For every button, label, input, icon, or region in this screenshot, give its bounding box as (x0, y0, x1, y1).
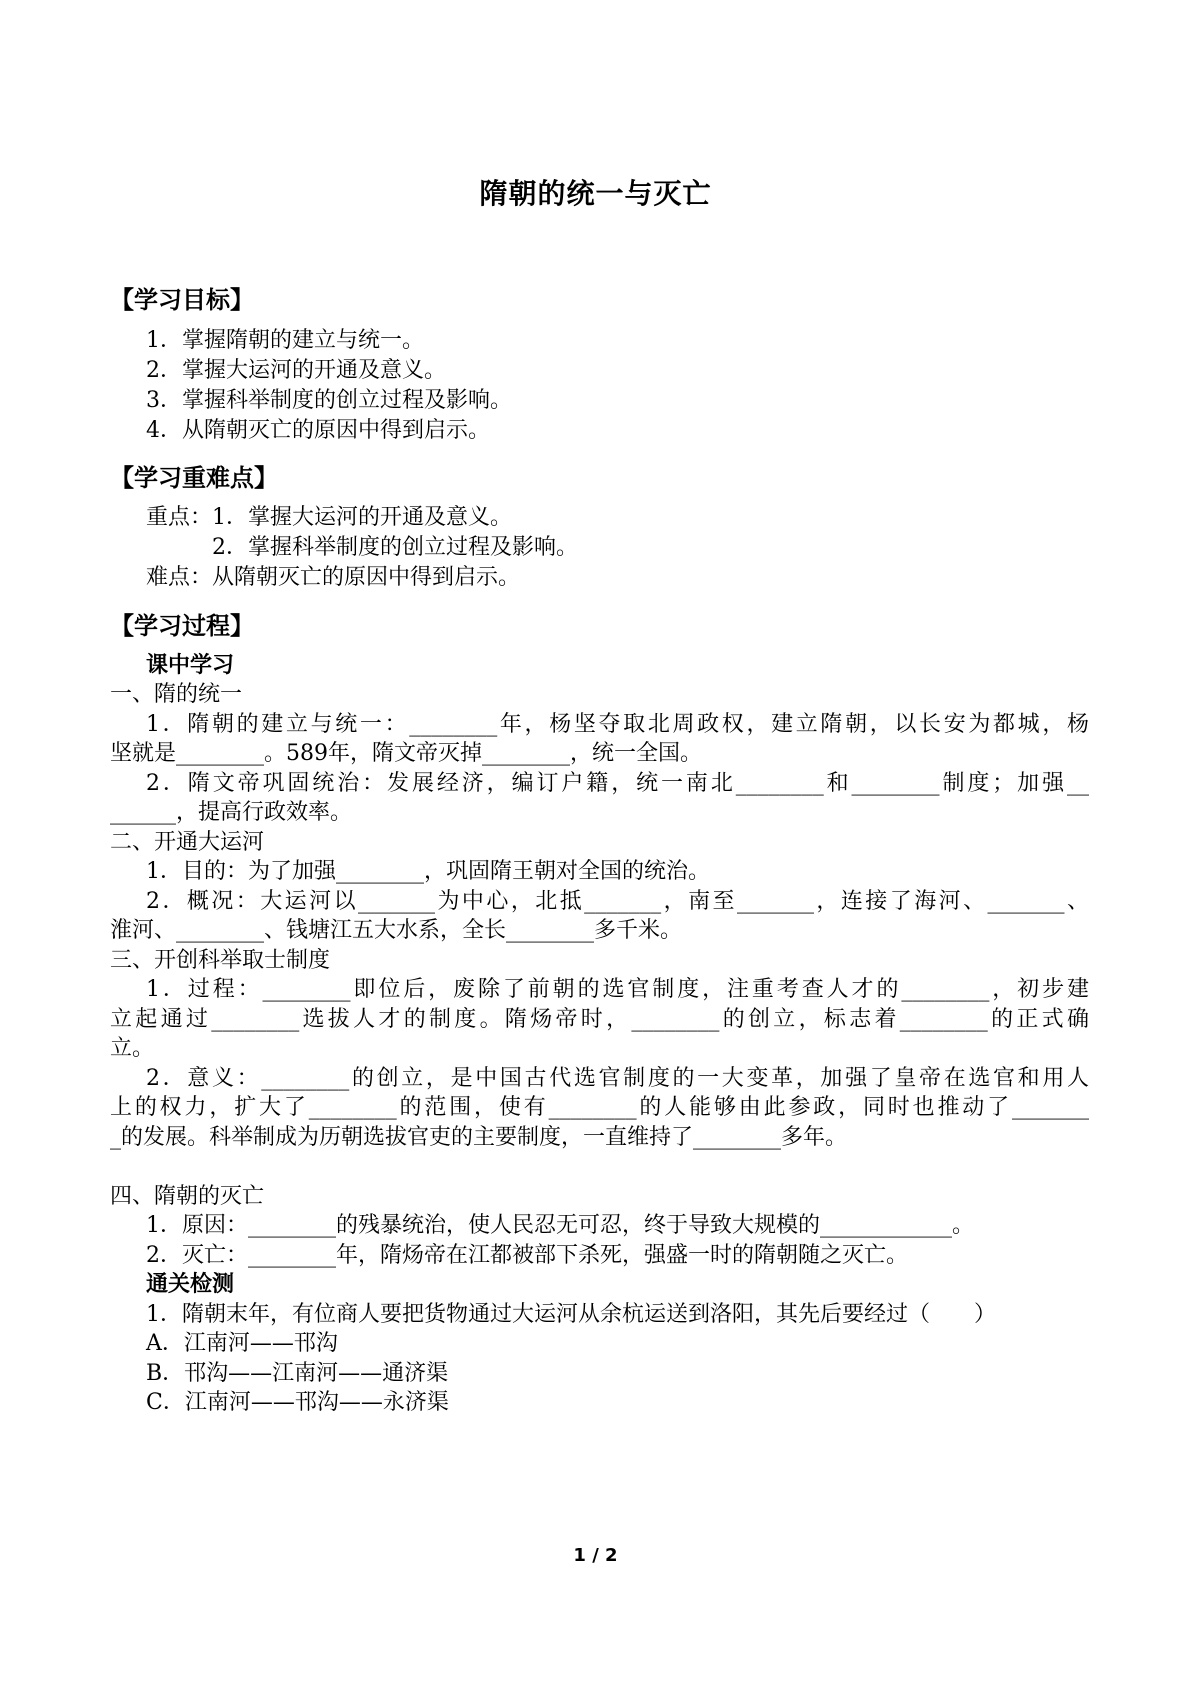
paragraph-line: 1．隋朝的建立与统一：________年，杨坚夺取北周政权，建立隋朝，以长安为都城，杨 (146, 712, 1089, 737)
page-number: 1 / 2 (573, 1545, 618, 1566)
part-heading: 二、开通大运河 (110, 830, 265, 855)
part-heading: 三、开创科举取士制度 (110, 948, 331, 973)
paragraph-line: 上的权力，扩大了________的范围，使有________的人能够由此参政，同时也推动了_______ (110, 1095, 1089, 1120)
question-text: 1．隋朝末年，有位商人要把货物通过大运河从余杭运送到洛阳，其先后要经过（ ） (146, 1302, 996, 1327)
paragraph-line: 1．原因：________的残暴统治，使人民忍无可忍，终于导致大规模的____________。 (146, 1213, 974, 1238)
section-heading-objectives: 【学习目标】 (110, 286, 254, 314)
paragraph-line: _的发展。科举制成为历朝选拔官吏的主要制度，一直维持了________多年。 (110, 1125, 848, 1150)
paragraph-line: 2．灭亡：________年，隋炀帝在江都被部下杀死，强盛一时的隋朝随之灭亡。 (146, 1243, 908, 1268)
section-heading-process: 【学习过程】 (110, 612, 254, 640)
key-point-item: 重点：1．掌握大运河的开通及意义。 (146, 505, 512, 530)
key-point-item: 2．掌握科举制度的创立过程及影响。 (212, 535, 578, 560)
page-title: 隋朝的统一与灭亡 (479, 177, 712, 210)
paragraph-line: 坚就是________。589年，隋文帝灭掉________，统一全国。 (110, 741, 702, 766)
option-c: C．江南河——邗沟——永济渠 (146, 1390, 449, 1415)
subheading-test: 通关检测 (146, 1272, 235, 1297)
option-a: A．江南河——邗沟 (146, 1331, 338, 1356)
paragraph-line: 淮河、________、钱塘江五大水系，全长________多千米。 (110, 918, 683, 943)
part-heading: 一、隋的统一 (110, 682, 243, 707)
paragraph-line: 2．概况：大运河以_______为中心，北抵_______，南至_______，连接了海河、_______、 (146, 889, 1089, 914)
paragraph-line: ______，提高行政效率。 (110, 800, 353, 825)
paragraph-line: 立。 (110, 1036, 155, 1061)
objective-item: 1．掌握隋朝的建立与统一。 (146, 328, 424, 353)
objective-item: 4．从隋朝灭亡的原因中得到启示。 (146, 418, 490, 443)
paragraph-line: 2．意义：________的创立，是中国古代选官制度的一大变革，加强了皇帝在选官和用人 (146, 1066, 1089, 1091)
paragraph-line: 1．目的：为了加强________，巩固隋王朝对全国的统治。 (146, 859, 710, 884)
option-b: B．邗沟——江南河——通济渠 (146, 1361, 449, 1386)
objective-item: 2．掌握大运河的开通及意义。 (146, 358, 446, 383)
paragraph-line: 1．过程：________即位后，废除了前朝的选官制度，注重考查人才的________，初步建 (146, 977, 1089, 1002)
paragraph-line: 2．隋文帝巩固统治：发展经济，编订户籍，统一南北________和________制度；加强__ (146, 771, 1089, 796)
part-heading: 四、隋朝的灭亡 (110, 1184, 265, 1209)
key-point-item: 难点：从隋朝灭亡的原因中得到启示。 (146, 565, 521, 590)
paragraph-line: 立起通过________选拔人才的制度。隋炀帝时，________的创立，标志着________的正式确 (110, 1007, 1089, 1032)
objective-item: 3．掌握科举制度的创立过程及影响。 (146, 388, 512, 413)
subheading-class-study: 课中学习 (146, 653, 235, 678)
section-heading-key-points: 【学习重难点】 (110, 464, 278, 492)
